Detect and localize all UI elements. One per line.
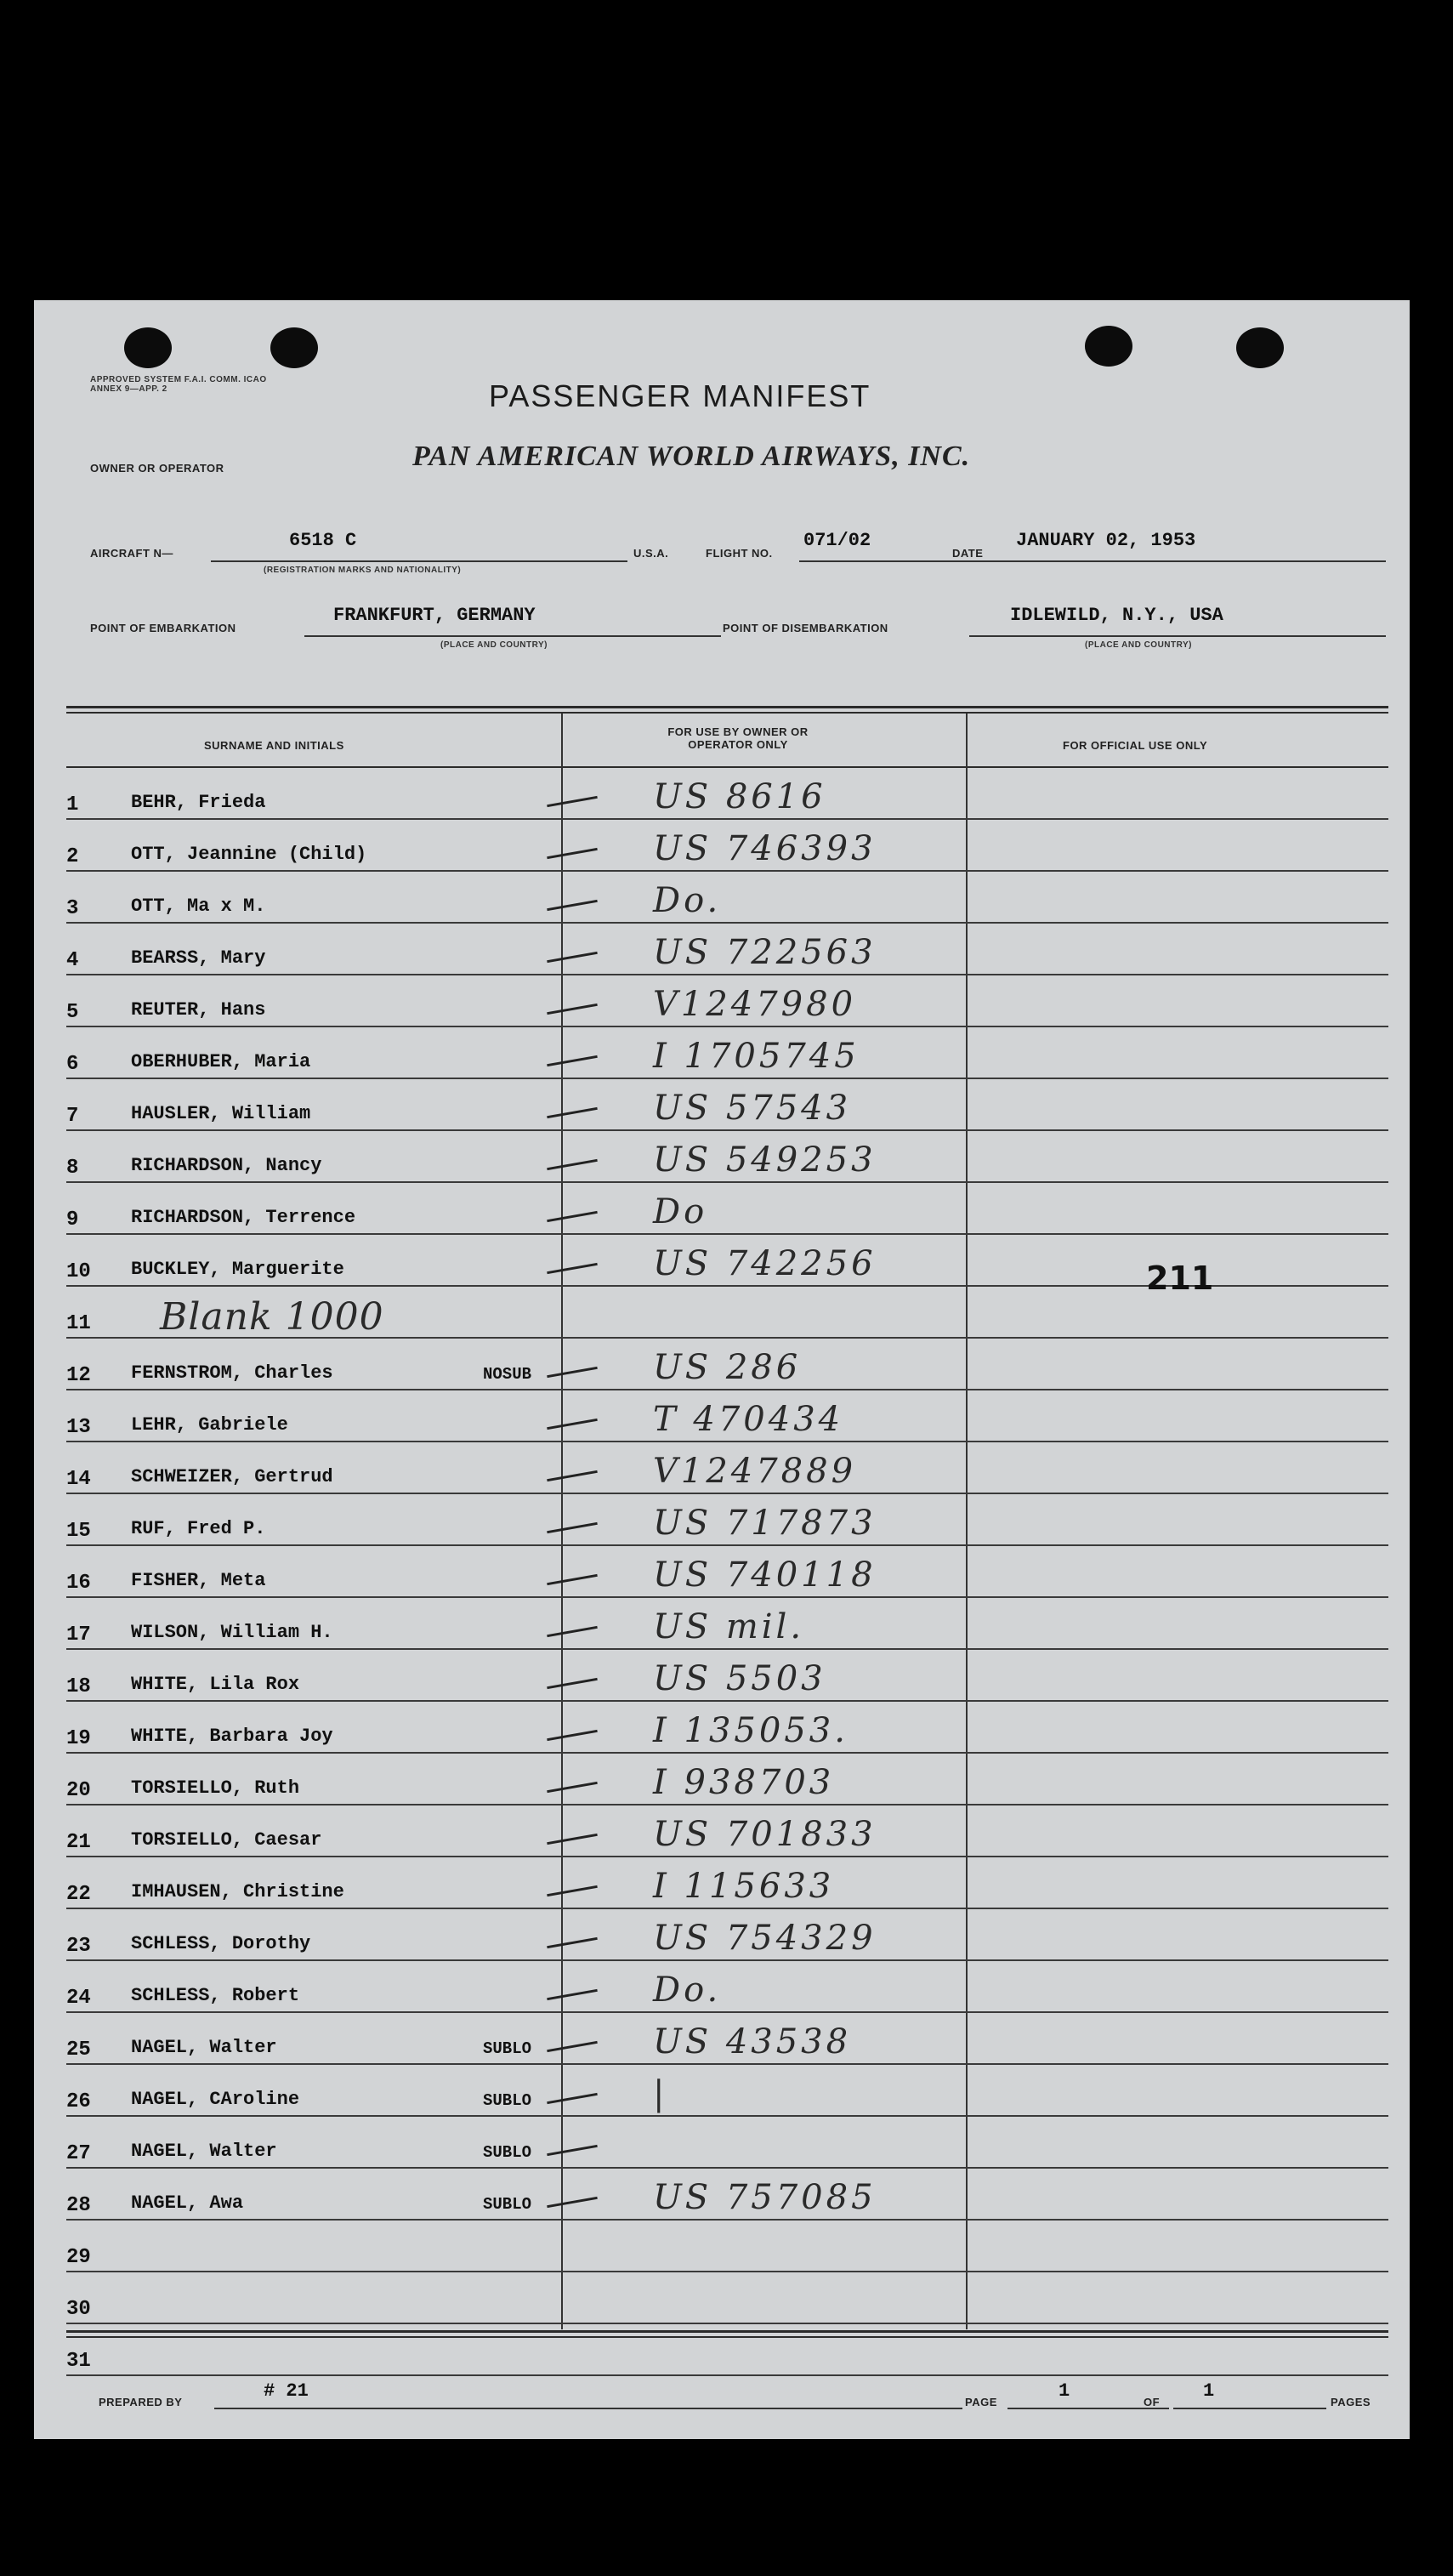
total-pages: 1 <box>1203 2380 1215 2402</box>
row-rule <box>66 2374 1388 2376</box>
row-number: 28 <box>66 2194 91 2217</box>
passenger-name: SCHLESS, Robert <box>131 1985 300 2006</box>
passport-number: I 938703 <box>653 1763 835 1802</box>
row-number: 14 <box>66 1468 91 1491</box>
table-row <box>66 820 1388 872</box>
row-number: 11 <box>66 1312 91 1335</box>
passport-number: I 1705745 <box>653 1037 860 1076</box>
passport-number: I 135053. <box>653 1711 849 1750</box>
passenger-name: HAUSLER, William <box>131 1103 311 1124</box>
aircraft-label: AIRCRAFT N— <box>90 547 173 560</box>
table-row <box>66 1079 1388 1131</box>
table-row <box>66 1857 1388 1909</box>
passenger-name: BUCKLEY, Marguerite <box>131 1259 344 1280</box>
check-mark <box>547 1678 598 1689</box>
passenger-name: TORSIELLO, Caesar <box>131 1829 322 1851</box>
official-stamp: 211 <box>1146 1260 1214 1297</box>
owner-label: OWNER OR OPERATOR <box>90 462 224 475</box>
table-row <box>66 1909 1388 1961</box>
passenger-name: WHITE, Barbara Joy <box>131 1726 333 1747</box>
passport-number: US 717873 <box>653 1504 877 1543</box>
passenger-name: BEHR, Frieda <box>131 792 266 813</box>
check-mark <box>547 1989 598 2000</box>
passport-number: T 470434 <box>653 1400 844 1439</box>
row-number: 23 <box>66 1935 91 1958</box>
passport-number: US 5503 <box>653 1659 826 1698</box>
passenger-name: NAGEL, Walter <box>131 2037 277 2058</box>
passport-number: Do. <box>653 881 722 920</box>
passport-number: US 722563 <box>653 933 877 972</box>
passenger-remark: NOSUB <box>483 1365 532 1384</box>
check-mark <box>547 952 598 963</box>
table-bottom-rule <box>66 2336 1388 2338</box>
row-number: 8 <box>66 1157 79 1180</box>
passenger-name: Blank 1000 <box>160 1295 384 1339</box>
row-number: 10 <box>66 1260 91 1283</box>
passport-number: US 286 <box>653 1348 802 1387</box>
table-row <box>66 1598 1388 1650</box>
company-name: PAN AMERICAN WORLD AIRWAYS, INC. <box>412 441 971 472</box>
table-row <box>66 2272 1388 2324</box>
row-number: 22 <box>66 1883 91 1906</box>
table-row <box>66 1961 1388 2013</box>
disembark-value: IDLEWILD, N.Y., USA <box>1010 605 1223 626</box>
table-row <box>66 2013 1388 2065</box>
passenger-remark: SUBLO <box>483 2091 532 2110</box>
check-mark <box>547 2093 598 2104</box>
check-mark <box>547 1522 598 1533</box>
row-number: 17 <box>66 1624 91 1646</box>
passenger-remark: SUBLO <box>483 2143 532 2162</box>
passenger-remark: SUBLO <box>483 2039 532 2058</box>
check-mark <box>547 2041 598 2052</box>
check-mark <box>547 2145 598 2156</box>
passenger-remark: SUBLO <box>483 2195 532 2214</box>
table-row <box>66 1650 1388 1702</box>
punch-hole <box>270 327 318 368</box>
check-mark <box>547 1885 598 1896</box>
check-mark <box>547 1159 598 1170</box>
check-mark <box>547 1211 598 1222</box>
passport-number: US 701833 <box>653 1815 877 1854</box>
table-row <box>66 975 1388 1027</box>
row-number: 24 <box>66 1987 91 2010</box>
table-row <box>66 1805 1388 1857</box>
row-number: 29 <box>66 2246 91 2269</box>
passport-number: Do <box>653 1192 708 1231</box>
embark-value: FRANKFURT, GERMANY <box>333 605 536 626</box>
passport-number: Do. <box>653 1970 722 2010</box>
prepared-label: PREPARED BY <box>99 2396 183 2408</box>
row-number: 12 <box>66 1364 91 1387</box>
check-mark <box>547 848 598 859</box>
row-number: 6 <box>66 1053 79 1076</box>
column-header-surname: SURNAME AND INITIALS <box>204 739 344 752</box>
punch-hole <box>124 327 172 368</box>
table-row <box>66 1546 1388 1598</box>
table-row <box>66 2169 1388 2221</box>
passenger-name: SCHLESS, Dorothy <box>131 1933 311 1954</box>
check-mark <box>547 796 598 807</box>
table-row <box>66 2117 1388 2169</box>
date-value: JANUARY 02, 1953 <box>1016 530 1196 551</box>
passenger-name: IMHAUSEN, Christine <box>131 1881 344 1902</box>
check-mark <box>547 1937 598 1948</box>
passport-number: V1247889 <box>653 1452 857 1491</box>
passport-number: US 57543 <box>653 1089 852 1128</box>
table-row <box>66 2065 1388 2117</box>
check-mark <box>547 1055 598 1066</box>
row-number: 7 <box>66 1105 79 1128</box>
date-label: DATE <box>952 547 984 560</box>
passenger-name: RICHARDSON, Nancy <box>131 1155 322 1176</box>
table-row <box>66 1754 1388 1805</box>
passport-number: | <box>653 2074 668 2113</box>
column-header-official: FOR OFFICIAL USE ONLY <box>1063 739 1208 752</box>
aircraft-sub: (REGISTRATION MARKS AND NATIONALITY) <box>264 566 462 575</box>
check-mark <box>547 1367 598 1378</box>
row-number: 20 <box>66 1779 91 1802</box>
passenger-name: OTT, Ma x M. <box>131 896 266 917</box>
passenger-name: REUTER, Hans <box>131 999 266 1021</box>
passenger-name: FISHER, Meta <box>131 1570 266 1591</box>
check-mark <box>547 1626 598 1637</box>
table-row <box>66 872 1388 924</box>
passenger-name: NAGEL, Awa <box>131 2192 244 2214</box>
approval-note: APPROVED SYSTEM F.A.I. COMM. ICAO ANNEX 9—APP. 2 <box>90 375 267 394</box>
page-number: 1 <box>1059 2380 1070 2402</box>
row-number: 16 <box>66 1572 91 1595</box>
page-label: PAGE <box>965 2396 997 2408</box>
check-mark <box>547 1107 598 1118</box>
aircraft-value: 6518 C <box>289 530 357 551</box>
row-number: 26 <box>66 2090 91 2113</box>
table-row <box>66 1390 1388 1442</box>
passport-number: V1247980 <box>653 985 857 1024</box>
passenger-name: RICHARDSON, Terrence <box>131 1207 356 1228</box>
check-mark <box>547 1470 598 1481</box>
table-row <box>66 1131 1388 1183</box>
check-mark <box>547 1730 598 1741</box>
row-number: 9 <box>66 1208 79 1231</box>
passport-number: I 115633 <box>653 1867 835 1906</box>
prepared-value: # 21 <box>264 2380 309 2402</box>
passenger-name: WILSON, William H. <box>131 1622 333 1643</box>
passport-number: US 8616 <box>653 777 826 816</box>
row-number: 21 <box>66 1831 91 1854</box>
punch-hole <box>1085 326 1132 367</box>
row-number: 2 <box>66 845 79 868</box>
passenger-name: TORSIELLO, Ruth <box>131 1777 300 1799</box>
table-row <box>66 1702 1388 1754</box>
row-number: 30 <box>66 2298 91 2321</box>
country-label: U.S.A. <box>633 547 669 560</box>
passenger-name: RUF, Fred P. <box>131 1518 266 1539</box>
passport-number: US 746393 <box>653 829 877 868</box>
table-row <box>66 1027 1388 1079</box>
check-mark <box>547 900 598 911</box>
passenger-name: OBERHUBER, Maria <box>131 1051 311 1072</box>
disembark-sub: (PLACE AND COUNTRY) <box>1085 640 1192 650</box>
punch-hole <box>1236 327 1284 368</box>
check-mark <box>547 1419 598 1430</box>
row-number: 4 <box>66 949 79 972</box>
row-number: 18 <box>66 1675 91 1698</box>
passenger-name: BEARSS, Mary <box>131 947 266 969</box>
table-top-rule <box>66 706 1388 708</box>
check-mark <box>547 1574 598 1585</box>
passenger-name: NAGEL, Walter <box>131 2141 277 2162</box>
table-row <box>66 1183 1388 1235</box>
check-mark <box>547 1782 598 1793</box>
table-bottom-rule <box>66 2330 1388 2333</box>
table-row <box>66 1339 1388 1390</box>
flight-label: FLIGHT NO. <box>706 547 773 560</box>
row-number: 19 <box>66 1727 91 1750</box>
disembark-label: POINT OF DISEMBARKATION <box>723 622 888 634</box>
row-number: 31 <box>66 2350 91 2373</box>
row-number: 5 <box>66 1001 79 1024</box>
passenger-name: WHITE, Lila Rox <box>131 1674 300 1695</box>
table-row <box>66 1442 1388 1494</box>
passenger-name: NAGEL, CAroline <box>131 2089 300 2110</box>
table-row <box>66 924 1388 975</box>
passenger-name: FERNSTROM, Charles <box>131 1362 333 1384</box>
passport-number: US 43538 <box>653 2022 852 2061</box>
row-number: 1 <box>66 793 79 816</box>
passenger-name: LEHR, Gabriele <box>131 1414 288 1436</box>
of-label: OF <box>1144 2396 1161 2408</box>
table-row <box>66 1494 1388 1546</box>
manifest-page <box>34 300 1410 2439</box>
check-mark <box>547 2197 598 2208</box>
table-row <box>66 768 1388 820</box>
passport-number: US 742256 <box>653 1244 877 1283</box>
pages-label: PAGES <box>1331 2396 1371 2408</box>
flight-number: 071/02 <box>803 530 871 551</box>
row-number: 3 <box>66 897 79 920</box>
table-top-rule <box>66 712 1388 714</box>
check-mark <box>547 1834 598 1845</box>
row-number: 13 <box>66 1416 91 1439</box>
check-mark <box>547 1004 598 1015</box>
page-title: PASSENGER MANIFEST <box>489 378 871 413</box>
check-mark <box>547 1263 598 1274</box>
row-number: 25 <box>66 2039 91 2061</box>
table-row <box>66 2221 1388 2272</box>
passenger-name: OTT, Jeannine (Child) <box>131 844 367 865</box>
column-header-owner: FOR USE BY OWNER OR OPERATOR ONLY <box>667 725 809 751</box>
passport-number: US 754329 <box>653 1919 877 1958</box>
row-number: 15 <box>66 1520 91 1543</box>
embark-sub: (PLACE AND COUNTRY) <box>440 640 548 650</box>
passport-number: US 740118 <box>653 1555 877 1595</box>
passport-number: US 549253 <box>653 1140 877 1180</box>
passenger-name: SCHWEIZER, Gertrud <box>131 1466 333 1487</box>
passport-number: US mil. <box>653 1607 805 1646</box>
embark-label: POINT OF EMBARKATION <box>90 622 236 634</box>
row-number: 27 <box>66 2142 91 2165</box>
passport-number: US 757085 <box>653 2178 877 2217</box>
